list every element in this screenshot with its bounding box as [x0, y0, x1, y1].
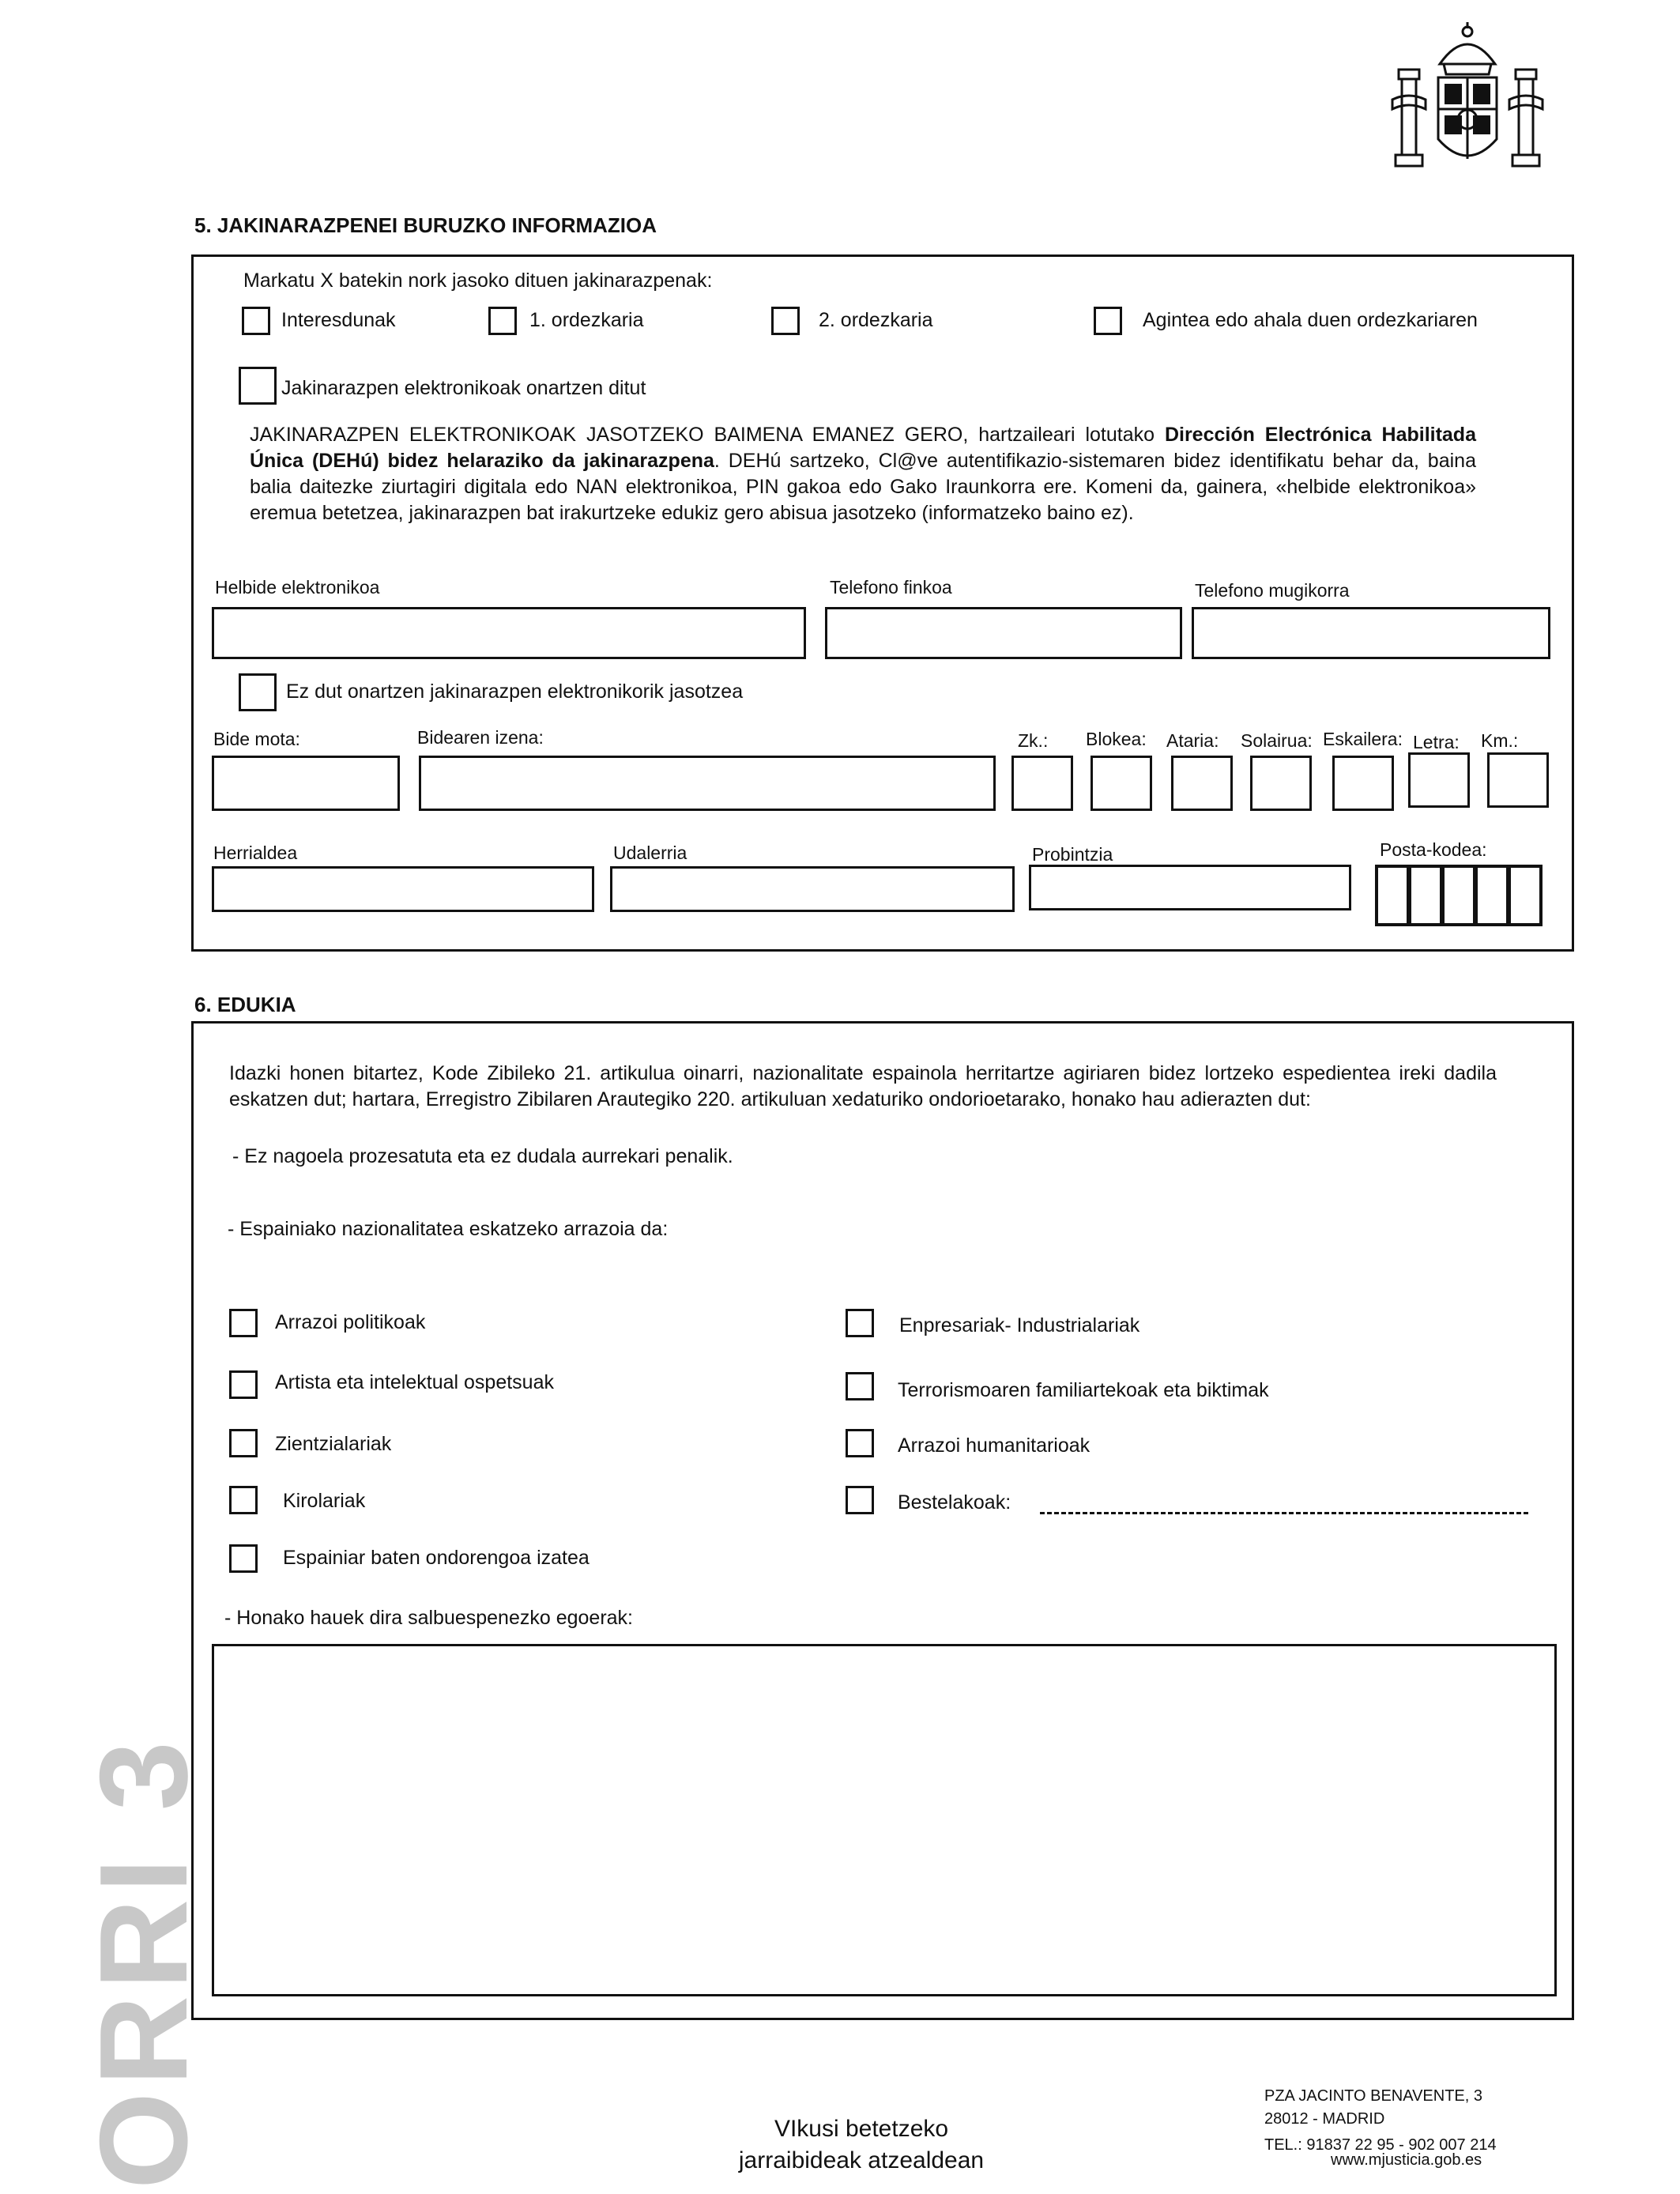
road-type-field[interactable]	[212, 756, 400, 811]
label-stair: Eskailera:	[1323, 729, 1403, 749]
label-portal: Ataria:	[1166, 730, 1219, 751]
label-athletes: Kirolariak	[283, 1490, 366, 1512]
mobile-field[interactable]	[1192, 607, 1550, 659]
checkbox-business[interactable]	[846, 1309, 874, 1337]
label-road-name: Bidearen izena:	[417, 727, 544, 748]
checkbox-interesdunak[interactable]	[242, 307, 270, 335]
reason-intro: - Espainiako nazionalitatea eskatzeko arrazoia da:	[228, 1218, 669, 1240]
no-record-statement: - Ez nagoela prozesatuta eta ez dudala aurrekari penalik.	[232, 1145, 733, 1167]
postal-code-field[interactable]	[1375, 865, 1547, 926]
exceptional-textarea[interactable]	[212, 1644, 1557, 1996]
postal-code-digit-1[interactable]	[1375, 865, 1410, 926]
portal-field[interactable]	[1171, 756, 1233, 811]
km-field[interactable]	[1487, 752, 1549, 808]
postal-code-digit-3[interactable]	[1441, 865, 1476, 926]
paragraph-part2: . DEHú sartzeko, Cl@ve autentifikazio-sistemaren bidez identifikatu behar da, baina balia daitezke ziurtagiri digitala edo NAN elektronikoa, PIN gakoa edo Gako Iraunkorra ere. Komeni da, gainera, «helbide elektronikoa» eremua betetzea, jakinarazpen bat irakurtzeke edukiz gero abisua jasotzeko (informatzeko baino ez).	[250, 450, 1476, 524]
other-reason-line[interactable]	[1040, 1511, 1528, 1514]
label-mobile: Telefono mugikorra	[1195, 580, 1350, 601]
label-humanitarian: Arrazoi humanitarioak	[898, 1434, 1090, 1457]
locality-field[interactable]	[212, 866, 594, 912]
checkbox-scientists[interactable]	[229, 1429, 258, 1457]
label-postal-code: Posta-kodea:	[1380, 839, 1487, 860]
label-other: Bestelakoak:	[898, 1491, 1011, 1514]
label-floor: Solairua:	[1241, 730, 1313, 751]
section5-frame	[191, 254, 1574, 952]
label-descendant: Espainiar baten ondorengoa izatea	[283, 1547, 590, 1569]
label-artists: Artista eta intelektual ospetsuak	[275, 1371, 554, 1393]
municipality-field[interactable]	[610, 866, 1015, 912]
label-agintea: Agintea edo ahala duen ordezkariaren	[1143, 309, 1478, 331]
coat-of-arms-svg	[1384, 21, 1550, 179]
province-field[interactable]	[1029, 865, 1351, 910]
checkbox-artists[interactable]	[229, 1370, 258, 1399]
footer-web: www.mjusticia.gob.es	[1331, 2151, 1482, 2169]
label-terrorism-victims: Terrorismoaren familiartekoak eta biktimak	[898, 1379, 1269, 1401]
stair-field[interactable]	[1332, 756, 1394, 811]
label-number: Zk.:	[1018, 730, 1049, 751]
checkbox-ordezkaria-2[interactable]	[771, 307, 800, 335]
block-field[interactable]	[1090, 756, 1152, 811]
label-letter: Letra:	[1413, 732, 1460, 752]
label-accept-electronic: Jakinarazpen elektronikoak onartzen ditut	[281, 377, 646, 399]
label-ordezkaria-2: 2. ordezkaria	[819, 309, 933, 331]
checkbox-athletes[interactable]	[229, 1486, 258, 1514]
checkbox-descendant[interactable]	[229, 1544, 258, 1573]
mark-instruction: Markatu X batekin nork jasoko dituen jakinarazpenak:	[243, 270, 713, 292]
label-landline: Telefono finkoa	[830, 577, 952, 598]
floor-field[interactable]	[1250, 756, 1312, 811]
checkbox-accept-electronic[interactable]	[239, 367, 277, 405]
landline-field[interactable]	[825, 607, 1182, 659]
checkbox-agintea[interactable]	[1094, 307, 1122, 335]
label-interesdunak: Interesdunak	[281, 309, 396, 331]
label-locality: Herrialdea	[213, 843, 298, 863]
label-reject-electronic: Ez dut onartzen jakinarazpen elektronikorik jasotzea	[286, 680, 744, 703]
road-name-field[interactable]	[419, 756, 996, 811]
postal-code-digit-2[interactable]	[1408, 865, 1443, 926]
postal-code-digit-5[interactable]	[1508, 865, 1543, 926]
label-road-type: Bide mota:	[213, 729, 300, 749]
paragraph-bold: Dirección Electrónica Habilitada Única (DEHú) bidez helaraziko da jakinarazpena	[250, 424, 1476, 472]
label-block: Blokea:	[1086, 729, 1147, 749]
electronic-notice-paragraph	[250, 422, 1476, 526]
number-field[interactable]	[1011, 756, 1073, 811]
postal-code-digit-4[interactable]	[1475, 865, 1509, 926]
section6-title: 6. EDUKIA	[194, 993, 296, 1016]
label-province: Probintzia	[1032, 844, 1113, 865]
footer-address	[1264, 2087, 1497, 2170]
letter-field[interactable]	[1408, 752, 1470, 808]
label-business: Enpresariak- Industrialariak	[899, 1314, 1140, 1336]
label-email: Helbide elektronikoa	[215, 577, 380, 598]
paragraph-part1: JAKINARAZPEN ELEKTRONIKOAK JASOTZEKO BAIMENA EMANEZ GERO, hartzaileari lotutako	[250, 424, 1165, 446]
section6-intro: Idazki honen bitartez, Kode Zibileko 21. artikulua oinarri, nazionalitate espainola herritartze agiriaren bidez lortzeko espedientea ireki dadila eskatzen dut; hartara, Erregistro Zibilaren Arautegiko 220. artikuluan xedaturiko ondorioetarako, honako hau adierazten dut:	[229, 1062, 1497, 1110]
email-field[interactable]	[212, 607, 806, 659]
label-municipality: Udalerria	[613, 843, 687, 863]
checkbox-ordezkaria-1[interactable]	[488, 307, 517, 335]
footer-address2: 28012 - MADRID	[1264, 2110, 1385, 2128]
label-ordezkaria-1: 1. ordezkaria	[529, 309, 644, 331]
footer-tel: TEL.: 91837 22 95 - 902 007 214	[1264, 2136, 1497, 2154]
checkbox-other[interactable]	[846, 1486, 874, 1514]
footer-line2: jarraibideak atzealdean	[738, 2147, 985, 2173]
checkbox-political[interactable]	[229, 1309, 258, 1337]
exceptional-intro: - Honako hauek dira salbuespenezko egoerak:	[224, 1607, 634, 1629]
footer-line1: VIkusi betetzeko	[774, 2116, 949, 2142]
checkbox-terrorism-victims[interactable]	[846, 1372, 874, 1400]
label-km: Km.:	[1481, 730, 1519, 751]
label-political: Arrazoi politikoak	[275, 1311, 426, 1333]
section5-title: 5. JAKINARAZPENEI BURUZKO INFORMAZIOA	[194, 213, 657, 237]
footer-address1: PZA JACINTO BENAVENTE, 3	[1264, 2087, 1482, 2105]
checkbox-reject-electronic[interactable]	[239, 673, 277, 711]
side-label-orri3: ORRI 3	[74, 1735, 213, 2189]
coat-of-arms-emblem	[1384, 21, 1550, 179]
checkbox-humanitarian[interactable]	[846, 1429, 874, 1457]
label-scientists: Zientzialariak	[275, 1433, 392, 1455]
footer-instructions	[711, 2113, 1011, 2177]
